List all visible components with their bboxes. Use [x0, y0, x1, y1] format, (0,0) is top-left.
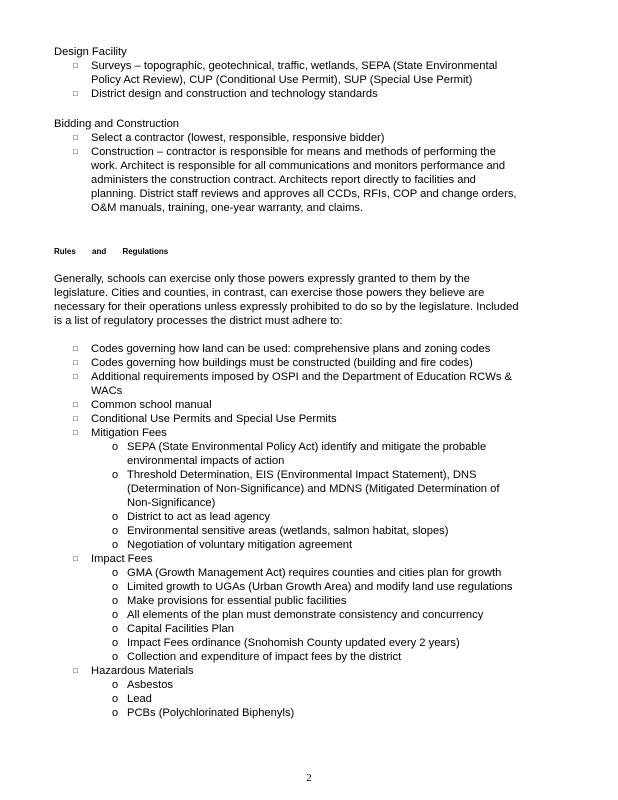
sub-list-item: PCBs (Polychlorinated Biphenyls) — [127, 707, 295, 719]
sub-list-item: GMA (Growth Management Act) requires counties and cities plan for growth — [127, 567, 502, 579]
bullet-marker: o — [112, 693, 119, 705]
sub-list-item: Non-Significance) — [127, 497, 216, 509]
section-heading-rules: Rules and Regulations — [54, 247, 169, 256]
sub-list-item: Impact Fees ordinance (Snohomish County updated every 2 years) — [127, 637, 460, 649]
page-number: 2 — [306, 772, 312, 784]
list-item: Surveys – topographic, geotechnical, traffic, wetlands, SEPA (State Environmental — [91, 60, 498, 72]
list-item: Hazardous Materials — [91, 665, 194, 677]
bullet-marker: o — [112, 707, 119, 719]
list-item: Additional requirements imposed by OSPI and the Department of Education RCWs & — [91, 371, 512, 383]
sub-list-item: SEPA (State Environmental Policy Act) identify and mitigate the probable — [127, 441, 487, 453]
sub-list-item: Limited growth to UGAs (Urban Growth Area) and modify land use regulations — [127, 581, 513, 593]
list-item: Codes governing how land can be used: comprehensive plans and zoning codes — [91, 343, 491, 355]
bullet-marker: o — [112, 637, 119, 649]
bullet-marker: o — [112, 469, 119, 481]
bullet-marker: □ — [73, 89, 78, 98]
intro-paragraph: is a list of regulatory processes the district must adhere to: — [54, 315, 343, 327]
bullet-marker: □ — [73, 372, 78, 381]
sub-list-item: Collection and expenditure of impact fees by the district — [127, 651, 402, 663]
bullet-marker: □ — [73, 61, 78, 70]
bullet-marker: □ — [73, 133, 78, 142]
list-item: Policy Act Review), CUP (Conditional Use Permit), SUP (Special Use Permit) — [91, 74, 473, 86]
list-item: work. Architect is responsible for all communications and monitors performance and — [91, 160, 506, 172]
bullet-marker: o — [112, 511, 119, 523]
sub-list-item: Negotiation of voluntary mitigation agreement — [127, 539, 353, 551]
bullet-marker: o — [112, 581, 119, 593]
sub-list-item: environmental impacts of action — [127, 455, 285, 467]
sub-list-item: Capital Facilities Plan — [127, 623, 234, 635]
sub-list-item: Lead — [127, 693, 152, 705]
bullet-marker: o — [112, 539, 119, 551]
list-item: District design and construction and technology standards — [91, 88, 378, 100]
sub-list-item: Make provisions for essential public facilities — [127, 595, 347, 607]
bullet-marker: □ — [73, 147, 78, 156]
bullet-marker: o — [112, 623, 119, 635]
list-item: planning. District staff reviews and approves all CCDs, RFIs, COP and change orders, — [91, 188, 517, 200]
bullet-marker: o — [112, 651, 119, 663]
bullet-marker: □ — [73, 554, 78, 563]
section-heading-design: Design Facility — [54, 46, 127, 58]
list-item: Impact Fees — [91, 553, 153, 565]
bullet-marker: □ — [73, 666, 78, 675]
bullet-marker: o — [112, 679, 119, 691]
list-item: WACs — [91, 385, 123, 397]
bullet-marker: o — [112, 567, 119, 579]
sub-list-item: (Determination of Non-Significance) and MDNS (Mitigated Determination of — [127, 483, 500, 495]
list-item: Construction – contractor is responsible for means and methods of performing the — [91, 146, 496, 158]
bullet-marker: □ — [73, 358, 78, 367]
bullet-marker: □ — [73, 414, 78, 423]
sub-list-item: Environmental sensitive areas (wetlands, salmon habitat, slopes) — [127, 525, 449, 537]
intro-paragraph: legislature. Cities and counties, in contrast, can exercise those powers they believe are — [54, 287, 485, 299]
intro-paragraph: necessary for their operations unless expressly prohibited to do so by the legislature. Included — [54, 301, 519, 313]
bullet-marker: □ — [73, 428, 78, 437]
list-item: Select a contractor (lowest, responsible, responsive bidder) — [91, 132, 385, 144]
sub-list-item: Threshold Determination, EIS (Environmental Impact Statement), DNS — [127, 469, 477, 481]
section-heading-bidding: Bidding and Construction — [54, 118, 180, 130]
list-item: Common school manual — [91, 399, 212, 411]
sub-list-item: Asbestos — [127, 679, 174, 691]
intro-paragraph: Generally, schools can exercise only those powers expressly granted to them by the — [54, 273, 470, 285]
list-item: administers the construction contract. Architects report directly to facilities and — [91, 174, 476, 186]
bullet-marker: □ — [73, 400, 78, 409]
bullet-marker: □ — [73, 344, 78, 353]
list-item: Conditional Use Permits and Special Use Permits — [91, 413, 337, 425]
list-item: Codes governing how buildings must be constructed (building and fire codes) — [91, 357, 473, 369]
sub-list-item: District to act as lead agency — [127, 511, 271, 523]
list-item: Mitigation Fees — [91, 427, 167, 439]
bullet-marker: o — [112, 525, 119, 537]
bullet-marker: o — [112, 441, 119, 453]
bullet-marker: o — [112, 595, 119, 607]
list-item: O&M manuals, training, one-year warranty, and claims. — [91, 202, 364, 214]
sub-list-item: All elements of the plan must demonstrate consistency and concurrency — [127, 609, 484, 621]
bullet-marker: o — [112, 609, 119, 621]
